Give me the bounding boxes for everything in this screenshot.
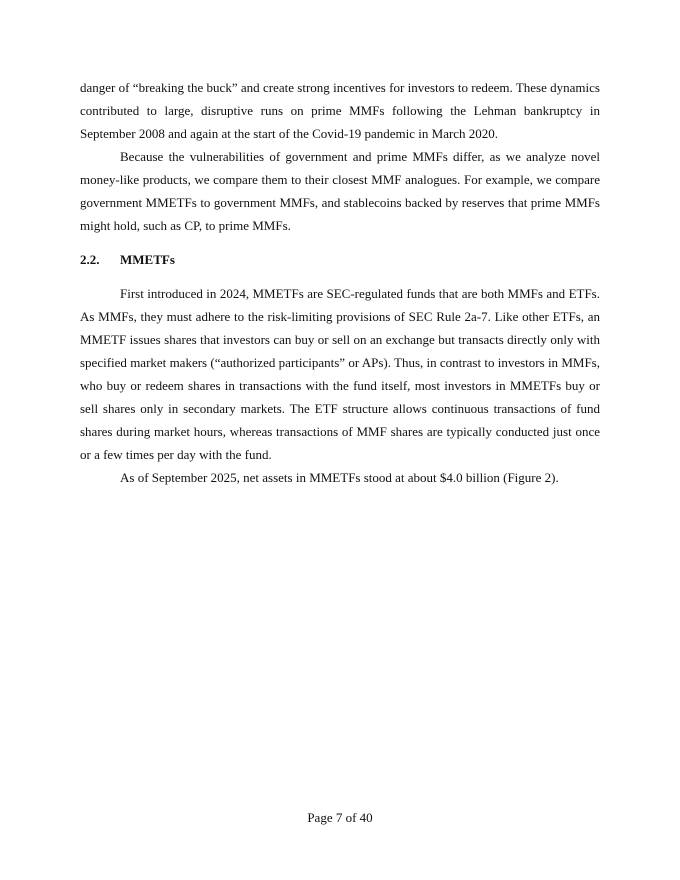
- section-heading: [80, 248, 600, 271]
- body-text: [80, 76, 600, 489]
- paragraph-net-assets: As of September 2025, net assets in MMETFs stood at about $4.0 billion (Figure 2).: [120, 470, 559, 485]
- page-number: Page 7 of 40: [307, 810, 373, 825]
- paragraph-continuation: danger of “breaking the buck” and create strong incentives for investors to redeem. These dynamics contributed to large, disruptive runs on prime MMFs following the Lehman bankruptcy in September 2008 and again at the start of the Covid-19 pandemic in March 2020.: [80, 80, 600, 141]
- section-title: MMETFs: [120, 252, 175, 267]
- paragraph-mmetf-intro: First introduced in 2024, MMETFs are SEC-regulated funds that are both MMFs and ETFs. As MMFs, they must adhere to the risk-limiting provisions of SEC Rule 2a-7. Like other ETFs, an MMETF issues shares that investors can buy or sell on an exchange but transacts directly only with specified market makers (“authorized participants” or APs). Thus, in contrast to investors in MMFs, who buy or redeem shares in transactions with the fund itself, most investors in MMETFs buy or sell shares only in secondary markets. The ETF structure allows continuous transactions of fund shares during market hours, whereas transactions of MMF shares are typically conducted just once or a few times per day with the fund.: [80, 286, 600, 462]
- paragraph-vulnerabilities: Because the vulnerabilities of government and prime MMFs differ, as we analyze novel money-like products, we compare them to their closest MMF analogues. For example, we compare government MMETFs to government MMFs, and stablecoins backed by reserves that prime MMFs might hold, such as CP, to prime MMFs.: [80, 149, 600, 233]
- section-number: 2.2.: [80, 252, 100, 267]
